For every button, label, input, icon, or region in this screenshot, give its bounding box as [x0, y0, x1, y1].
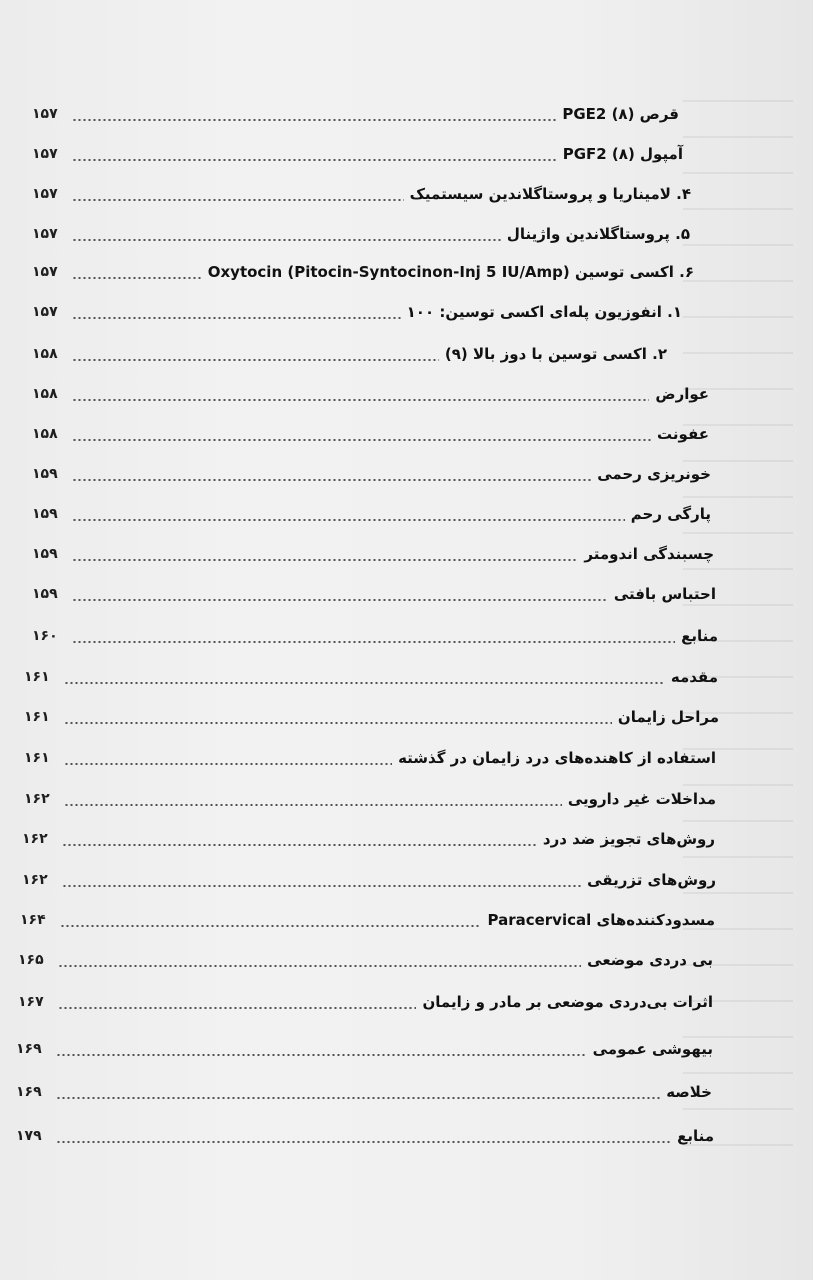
toc-leader-dots — [64, 804, 562, 806]
toc-leader-dots — [56, 1097, 661, 1099]
toc-title: ۲. اکسی توسین با دوز بالا (۹) — [444, 345, 667, 363]
toc-title: منابع — [677, 1127, 714, 1145]
toc-leader-dots — [64, 722, 612, 724]
toc-leader-dots — [62, 844, 537, 846]
toc-title: ۱. انفوزیون پله‌ای اکسی توسین: ۱۰۰ — [406, 303, 682, 321]
toc-leader-dots — [72, 359, 439, 361]
toc-entry — [32, 220, 690, 248]
toc-title: پارگی رحم — [630, 505, 711, 523]
toc-leader-dots — [56, 1141, 671, 1143]
toc-entry — [32, 622, 718, 650]
toc-entry — [24, 663, 718, 691]
toc-page-number: ۱۷۹ — [16, 1128, 42, 1144]
toc-page-number: ۱۵۷ — [32, 226, 58, 242]
toc-leader-dots — [72, 277, 202, 279]
toc-leader-dots — [72, 119, 557, 121]
toc-page-number: ۱۵۷ — [32, 146, 58, 162]
toc-entry — [32, 340, 667, 368]
toc-entry — [24, 785, 716, 813]
toc-entry — [32, 180, 691, 208]
toc-entry — [16, 1035, 713, 1063]
toc-title: خونریزی رحمی — [597, 465, 711, 483]
toc-title: آمپول PGF2 (۸) — [562, 145, 683, 163]
toc-entry — [32, 500, 711, 528]
toc-page-number: ۱۶۱ — [24, 669, 50, 685]
toc-leader-dots — [72, 559, 579, 561]
toc-leader-dots — [72, 641, 675, 643]
toc-leader-dots — [72, 199, 404, 201]
toc-page-number: ۱۵۷ — [32, 186, 58, 202]
toc-leader-dots — [72, 317, 401, 319]
toc-leader-dots — [56, 1054, 587, 1056]
toc-entry — [16, 1078, 712, 1106]
toc-title: خلاصه — [666, 1083, 712, 1101]
toc-title: چسبندگی اندومتر — [584, 545, 714, 563]
toc-page-number: ۱۵۸ — [32, 386, 58, 402]
toc-title: روش‌های تزریقی — [587, 871, 716, 889]
toc-title: عفونت — [657, 425, 709, 443]
toc-entry — [24, 744, 716, 772]
toc-leader-dots — [72, 519, 625, 521]
toc-entry — [32, 580, 716, 608]
toc-entry — [32, 540, 714, 568]
toc-entry — [32, 140, 683, 168]
toc-title: احتباس بافتی — [613, 585, 716, 603]
toc-leader-dots — [72, 479, 592, 481]
toc-page-number: ۱۵۹ — [32, 466, 58, 482]
toc-title: مقدمه — [670, 668, 718, 686]
toc-leader-dots — [64, 682, 665, 684]
toc-title: مسدودکننده‌های Paracervical — [487, 911, 715, 929]
toc-entry — [32, 100, 679, 128]
toc-title: مراحل زایمان — [617, 708, 719, 726]
toc-leader-dots — [72, 399, 650, 401]
toc-page-number: ۱۵۸ — [32, 426, 58, 442]
toc-title: استفاده از کاهنده‌های درد زایمان در گذشته — [398, 749, 716, 767]
toc-page-number: ۱۵۸ — [32, 346, 58, 362]
toc-page-number: ۱۶۱ — [24, 750, 50, 766]
toc-title: منابع — [681, 627, 718, 645]
toc-title: روش‌های تجویز ضد درد — [542, 830, 715, 848]
toc-page-number: ۱۶۴ — [20, 912, 46, 928]
toc-page-number: ۱۵۹ — [32, 506, 58, 522]
toc-page-number: ۱۵۹ — [32, 586, 58, 602]
toc-leader-dots — [72, 159, 557, 161]
toc-page-number: ۱۶۱ — [24, 709, 50, 725]
toc-leader-dots — [64, 763, 392, 765]
toc-leader-dots — [72, 439, 651, 441]
toc-entry — [20, 906, 715, 934]
toc-title: ۴. لامیناریا و پروستاگلاندین سیستمیک — [409, 185, 691, 203]
toc-page-number: ۱۶۰ — [32, 628, 58, 644]
toc-leader-dots — [72, 599, 608, 601]
toc-entry — [18, 946, 713, 974]
toc-page-number: ۱۶۷ — [18, 994, 44, 1010]
toc-title: اثرات بی‌دردی موضعی بر مادر و زایمان — [422, 993, 713, 1011]
toc-page-number: ۱۶۹ — [16, 1084, 42, 1100]
toc-entry — [18, 988, 713, 1016]
toc-title: مداخلات غیر دارویی — [567, 790, 716, 808]
toc-leader-dots — [58, 1007, 417, 1009]
toc-entry — [32, 420, 709, 448]
toc-page-number: ۱۶۲ — [24, 791, 50, 807]
toc-page-number: ۱۵۷ — [32, 304, 58, 320]
toc-title: بیهوشی عمومی — [592, 1040, 713, 1058]
toc-leader-dots — [58, 965, 582, 967]
toc-entry — [32, 460, 711, 488]
toc-entry — [32, 298, 682, 326]
toc-title: ۵. پروستاگلاندین واژینال — [506, 225, 690, 243]
toc-leader-dots — [60, 925, 482, 927]
toc-title: ۶. اکسی توسین Oxytocin (Pitocin-Syntocinon-Inj 5 IU/Amp) — [207, 263, 694, 281]
toc-title: بی دردی موضعی — [587, 951, 713, 969]
toc-entry — [22, 866, 716, 894]
toc-leader-dots — [62, 885, 581, 887]
toc-title: قرص PGE2 (۸) — [562, 105, 679, 123]
toc-page-number: ۱۵۷ — [32, 264, 58, 280]
toc-entry — [24, 703, 719, 731]
toc-page-number: ۱۵۷ — [32, 106, 58, 122]
toc-page-number: ۱۶۹ — [16, 1041, 42, 1057]
toc-entry — [32, 258, 694, 286]
toc-page-number: ۱۶۵ — [18, 952, 44, 968]
toc-page-number: ۱۶۲ — [22, 872, 48, 888]
toc-title: عوارض — [655, 385, 709, 403]
toc-entry — [16, 1122, 714, 1150]
toc-page-number: ۱۶۲ — [22, 831, 48, 847]
toc-entry — [32, 380, 709, 408]
toc-entry — [22, 825, 715, 853]
toc-leader-dots — [72, 239, 501, 241]
toc-page-number: ۱۵۹ — [32, 546, 58, 562]
